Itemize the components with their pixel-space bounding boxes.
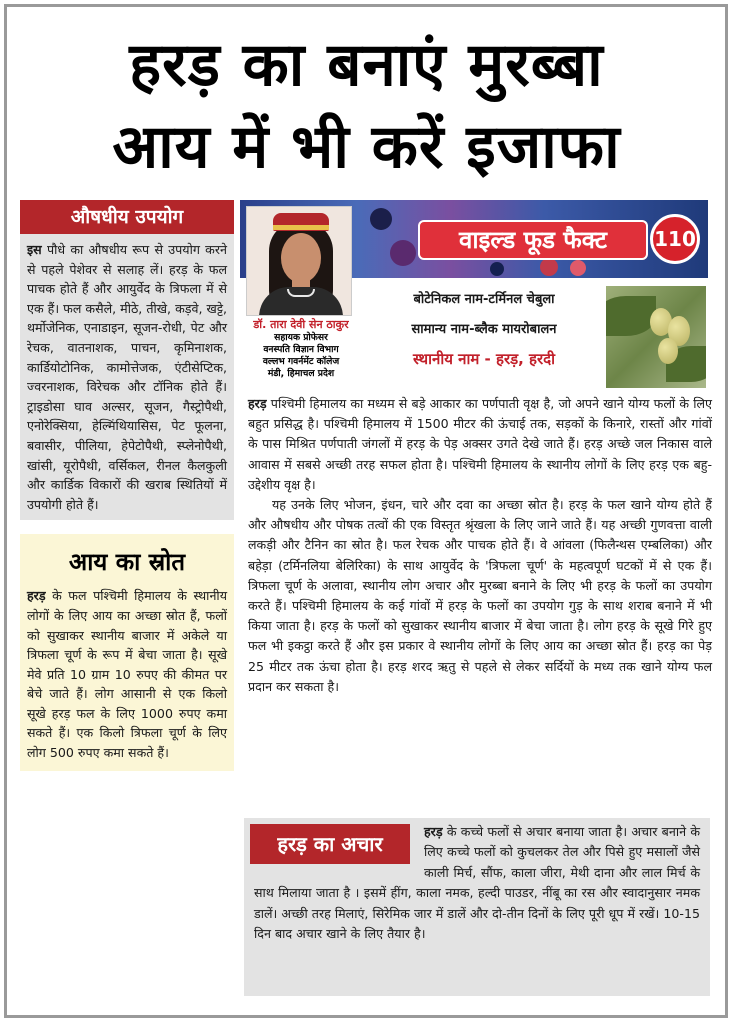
income-source-text (20, 582, 234, 762)
medicinal-body: पौधे का औषधीय रूप से उपयोग करने से पहले पेशेवर से सलाह लें। हरड़ के फल पाचक होते हैं और आयुर्वेद के त्रिफला में से एक हैं। फल कसैले, मीठे, तीखे, कड़वे, खट्टे, थर्मोजेनिक, एनाडाइन, सूजन-रोधी, पेट और रेचक, वातनाशक, पाचन, कृमिनाशक, कार्डियोटोनिक, कामोत्तेजक, एंटीसेप्टिक, ज्वरनाशक, विरेचक और टॉनिक होते हैं। ट्राइडोसा घाव अल्सर, सूजन, गैस्ट्रोपैथी, एनोरेक्सिया, हेल्मिंथियासिस, पेट फूलना, बवासीर, पीलिया, हेपेटोपैथी, स्प्लेनोपैथी, खांसी, यूरोपैथी, वर्सिकल, रीनल कैलकुली और कार्डिक विकारों की खराब स्थितियों में उपयोगी होते हैं। (27, 242, 227, 512)
author-name: डॉ. तारा देवी सेन ठाकुर (253, 318, 349, 331)
pickle-box (244, 818, 710, 996)
medicinal-lead-word: इस (27, 242, 42, 257)
harad-fruit-photo (606, 286, 706, 388)
plant-names (364, 288, 604, 370)
article-lead-word: हरड़ (248, 396, 267, 411)
wild-food-fact-title: वाइल्ड फूड फैक्ट (418, 220, 648, 260)
common-name: सामान्य नाम-ब्लैक मायरोबालन (411, 322, 557, 337)
income-lead-word: हरड़ (27, 588, 46, 604)
left-column (20, 200, 234, 771)
main-article (248, 394, 712, 697)
article-paragraph-1 (248, 394, 712, 495)
article-paragraph-1-text: पश्चिमी हिमालय का मध्यम से बड़े आकार का पर्णपाती वृक्ष है, जो अपने खाने योग्य फलों के लिए बहुत प्रसिद्ध है। पश्चिमी हिमालय में 1500 मीटर की ऊंचाई तक, सड़कों के किनारे, रास्तों और गांवों के पास मिश्रित पर्णपाती जंगलों में हरड़ के पेड़ अक्सर उगते देखे जाते हैं। हरड़ अच्छे जल निकास वाले आवास में सबसे अच्छी तरह सफल होता है। पश्चिमी हिमालय के स्थानीय लोगों के लिए हरड़ एक बहु-उद्देशीय वृक्ष है। (248, 396, 712, 492)
author-department: वनस्पति विज्ञान विभाग (263, 344, 339, 355)
income-source-box (20, 534, 234, 770)
article-paragraph-2: यह उनके लिए भोजन, इंधन, चारे और दवा का अच्छा स्रोत है। हरड़ के फल खाने योग्य होते हैं और औषधीय और पोषक तत्वों की एक विस्तृत श्रृंखला के लिए जाने जाते हैं। यह अच्छी गुणवत्ता वाली लकड़ी और टैनिन का स्रोत है। फल रेचक और पाचक होते हैं। वे आंवला (फिलैन्थस एम्बलिका) और बहेड़ा (टर्मिनलिया बेलिरिका) के साथ आयुर्वेद के 'त्रिफला चूर्ण' के महत्वपूर्ण घटकों में से एक हैं। त्रिफला चूर्ण के अलावा, स्थानीय लोग अचार और मुरब्बा बनाने के लिए भी हरड़ के फलों का उपयोग करते हैं। पश्चिमी हिमालय के कई गांवों में हरड़ के फलों का उपयोग गुड़ के साथ शराब बनाने में भी किया जाता है। हरड़ के फलों को सुखाकर स्थानीय बाजार में बेचा जाता है। लोग हरड़ के सूखे गिरे हुए फल भी इकट्ठा करते हैं और इस प्रकार वे स्थानीय लोगों के लिए आय का अच्छा स्रोत हैं। हरड़ का पेड़ 25 मीटर तक ऊंचा होता है। हरड़ शरद ऋतु से पहले से लेकर सर्दियों के मध्य तक खाने योग्य फल प्रदान कर सकता है। (248, 497, 712, 694)
wild-food-fact-banner (240, 200, 708, 390)
fact-number-badge: 110 (650, 214, 700, 264)
author-photo (246, 206, 352, 316)
local-name: स्थानीय नाम - हरड़, हरदी (413, 350, 555, 368)
medicinal-uses-text (20, 234, 234, 514)
medicinal-uses-box (20, 200, 234, 520)
author-designation: सहायक प्रोफेसर (274, 332, 328, 343)
income-source-heading: आय का स्रोत (68, 548, 186, 577)
headline-line-1: हरड़ का बनाएं मुरब्बा (129, 30, 604, 100)
author-college: वल्लभ गवर्नमेंट कॉलेज (262, 356, 340, 367)
pickle-heading: हरड़ का अचार (250, 824, 410, 864)
pickle-lead-word: हरड़ (424, 824, 443, 839)
income-body: के फल पश्चिमी हिमालय के स्थानीय लोगों के लिए आय का अच्छा स्रोत हैं, फलों को सुखाकर स्थानीय बाजार में अकेले या त्रिफला चूर्ण के रूप में बेचा जाता है। सूखे मेवे प्रति 10 ग्राम 10 रुपए की कीमत पर बेचे जाते हैं। लोग आसानी से एक किलो सूखे हरड़ फल के लिए 1000 रुपए कमा सकते हैं। एक किलो त्रिफला चूर्ण के लिए लोग 500 रुपए कमा सकते हैं। (27, 588, 227, 761)
botanical-name: बोटेनिकल नाम-टर्मिनल चेबुला (413, 292, 555, 307)
headline-line-2: आय में भी करें इजाफा (112, 112, 621, 182)
author-credit (240, 318, 362, 380)
medicinal-uses-heading: औषधीय उपयोग (20, 200, 234, 234)
author-location: मंडी, हिमाचल प्रदेश (267, 368, 335, 379)
pickle-body: के कच्चे फलों से अचार बनाया जाता है। अचार बनाने के लिए कच्चे फलों को कुचलकर तेल और पिसे हुए मसालों जैसे काली मिर्च, सौंफ, काला जीरा, मेथी दाना और लाल मिर्च के साथ मिलाया जाता है । इसमें हींग, काला नमक, हल्दी पाउडर, नींबू का रस और स्वादानुसार नमक डालें। अच्छी तरह मिलाएं, सिरेमिक जार में डालें और दो-तीन दिनों के लिए पूरी धूप में रखें। 10-15 दिन बाद अचार खाने के लिए तैयार है। (254, 824, 700, 942)
